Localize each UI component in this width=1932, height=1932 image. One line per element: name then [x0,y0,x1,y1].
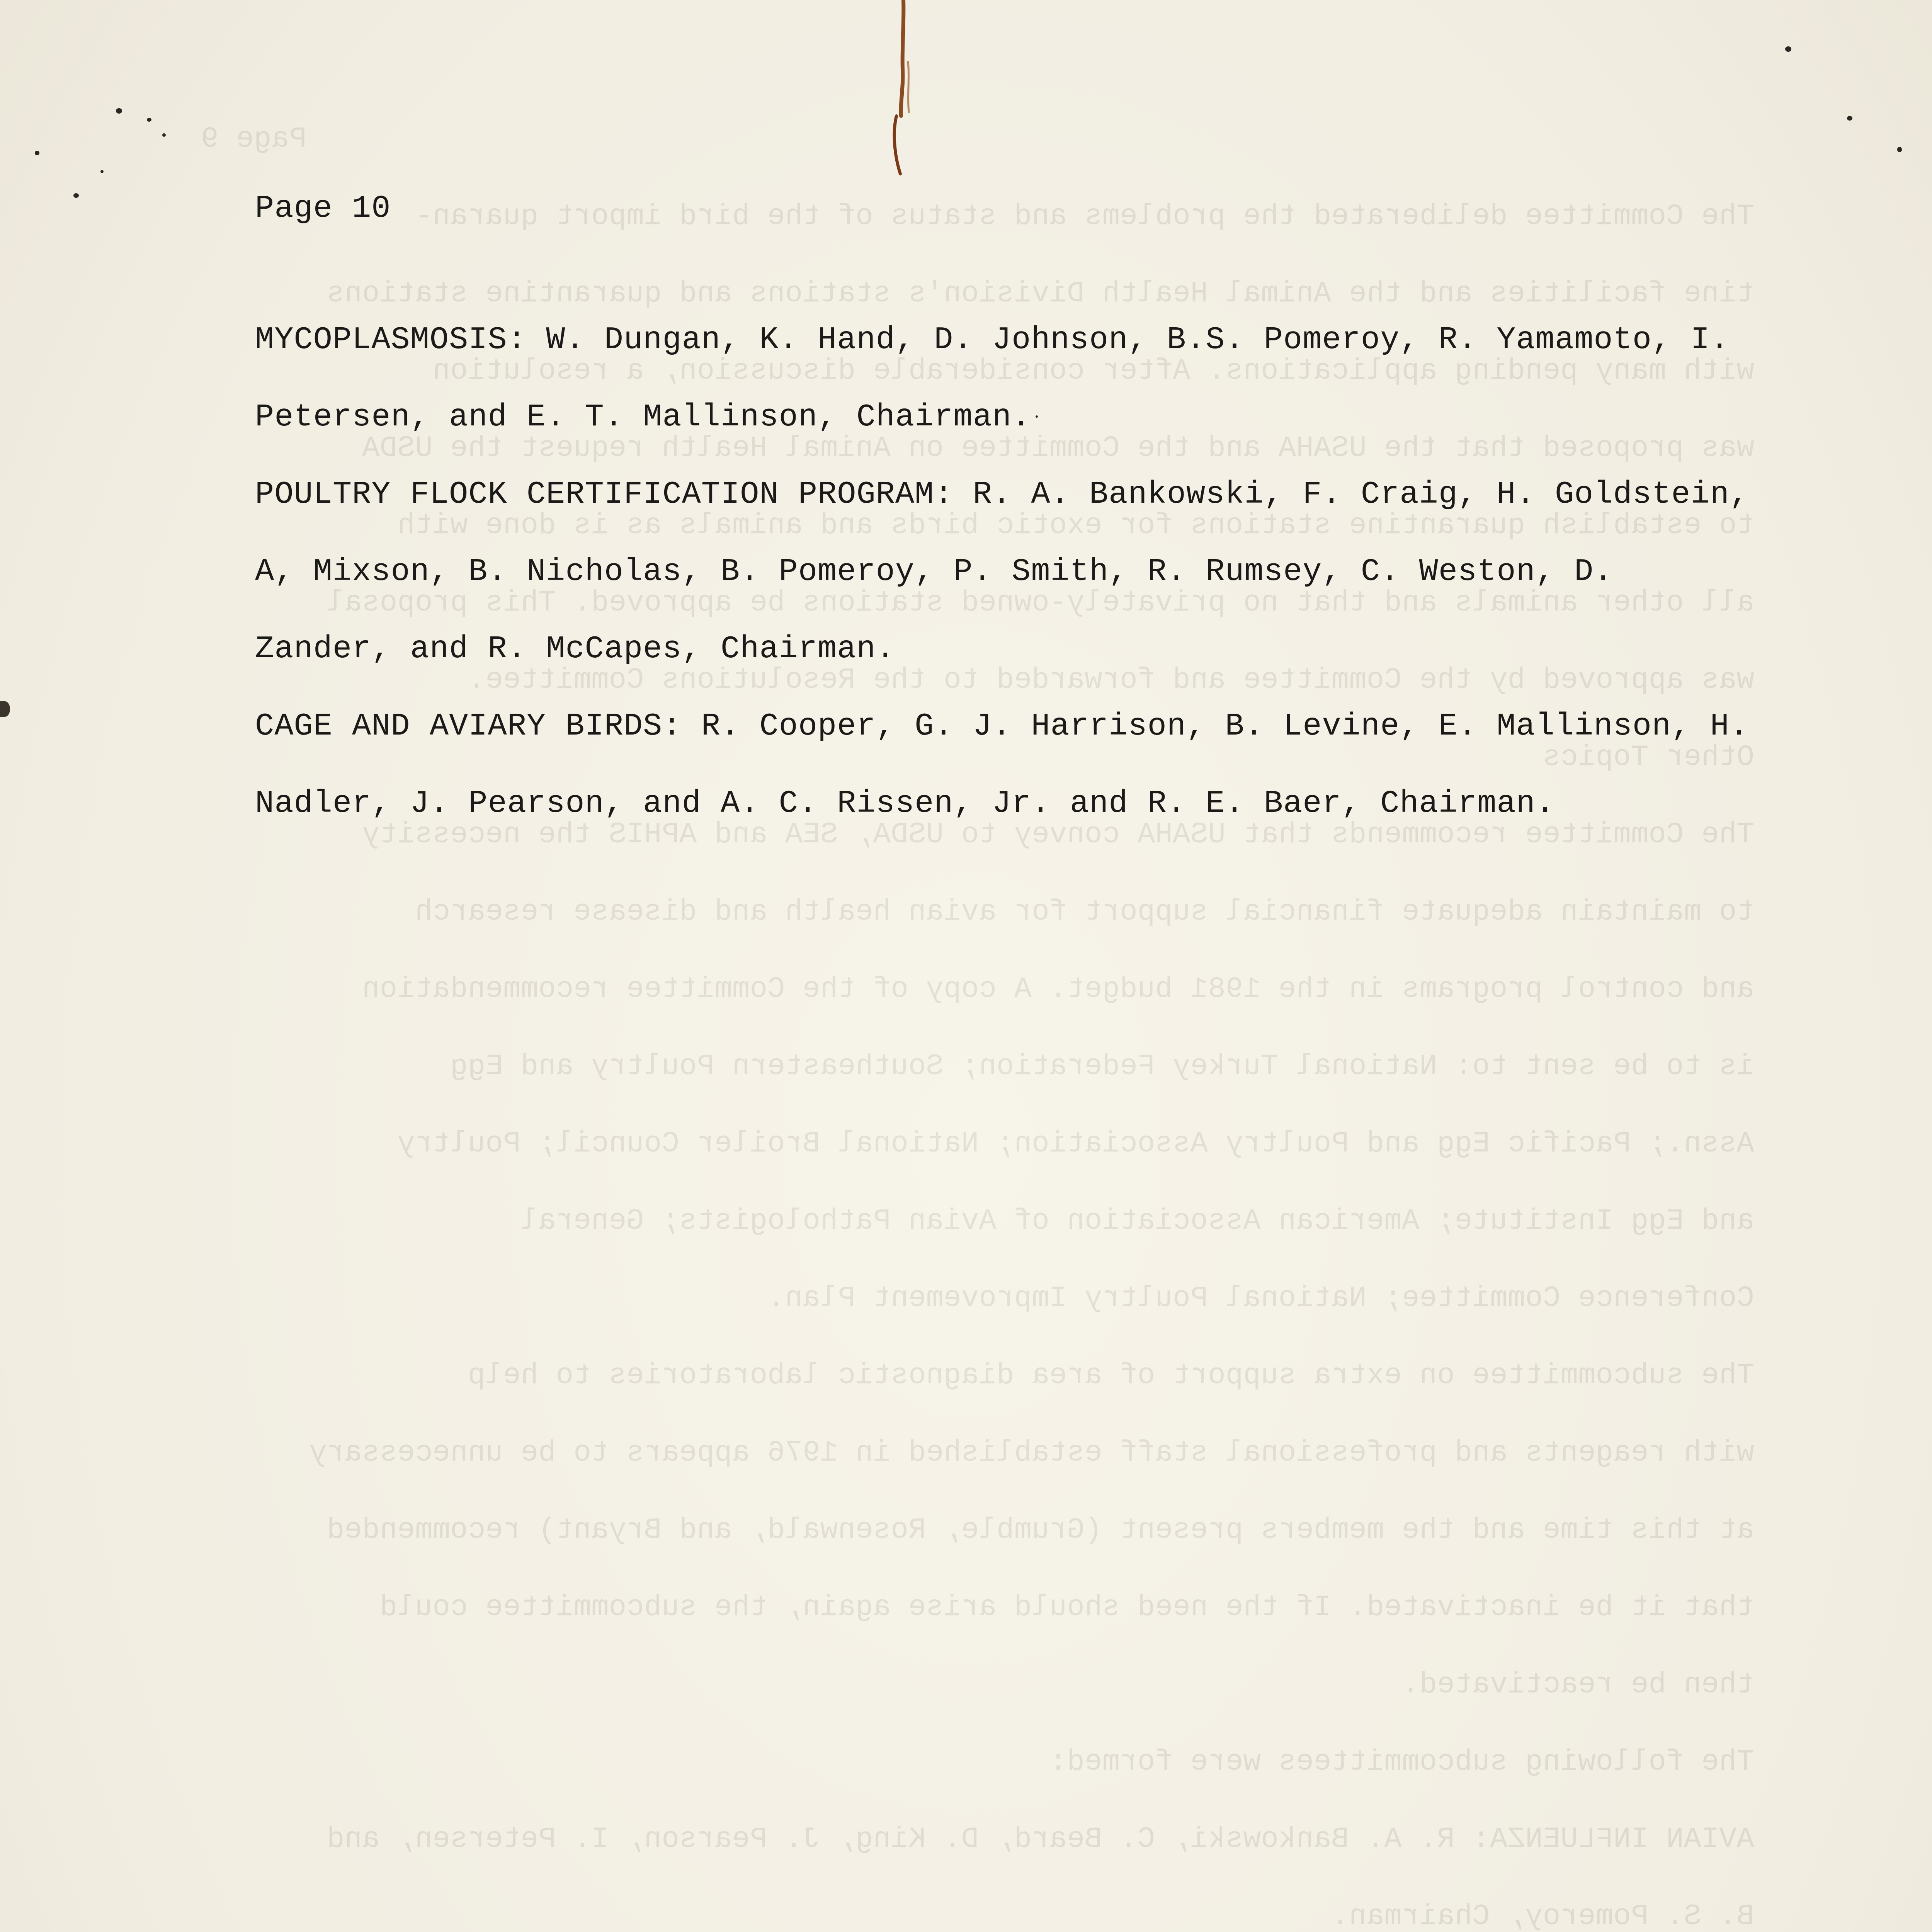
document-body [255,182,1762,842]
speck [1847,116,1852,121]
committee-heading: POULTRY FLOCK CERTIFICATION PROGRAM: [255,476,954,512]
show-through-line: Other Topics [1543,741,1754,774]
show-through-line: The Committee recommends that USAHA convey to USDA, SEA and APHIS the necessity [362,818,1754,851]
staple-stain [885,0,916,182]
show-through-line: tine facilities and the Animal Health Division's stations and quarantine stations [327,277,1754,310]
show-through-line: with reagents and professional staff established in 1976 appears to be unnecessary [309,1436,1754,1469]
show-through-line: AVIAN INFLUENZA: R. A. Bankowski, C. Beard, D. King, J. Pearson, I. Petersen, and [327,1823,1754,1856]
speck [1785,46,1791,52]
page-number: Page 10 [255,190,391,226]
committee-members: R. Cooper, G. J. Harrison, B. Levine, E. Mallinson, H. Nadler, J. Pearson, and A. C. Rissen, Jr. and R. E. Baer, Chairman. [255,708,1749,821]
committee-heading: CAGE AND AVIARY BIRDS: [255,708,682,744]
show-through-line: that it be inactivated. If the need should arise again, the subcommittee could [379,1591,1754,1624]
speck [147,118,151,122]
show-through-line: Conference Committee; National Poultry Improvement Plan. [767,1282,1754,1315]
committee-entry-poultry-flock-certification [255,456,1762,688]
speck [162,133,166,137]
show-through-line: was proposed that the USAHA and the Committee on Animal Health request the USDA [362,432,1754,465]
show-through-line: and Egg Institute; American Association of Avian Pathologists; General [520,1204,1754,1238]
show-through-line: The following subcommittees were formed: [1049,1745,1754,1779]
show-through-line: then be reactivated. [1401,1668,1754,1701]
committee-entry-mycoplasmosis [255,301,1762,456]
show-through-line: Assn.; Pacific Egg and Poultry Association; National Broiler Council; Poultry [397,1127,1754,1160]
show-through-line: with many pending applications. After considerable discussion, a resolution [432,354,1754,388]
show-through-line: The subcommittee on extra support of area diagnostic laboratories to help [468,1359,1754,1392]
show-through-line: is to be sent to: National Turkey Federation; Southeastern Poultry and Egg [450,1050,1754,1083]
show-through-line: to establish quarantine stations for exotic birds and animals as is done with [397,509,1754,542]
show-through-line: at this time and the members present (Grumble, Rosenwald, and Bryant) recommended [327,1514,1754,1547]
show-through-line: all other animals and that no privately-owned stations be approved. This proposal [327,586,1754,619]
show-through-line: to maintain adequate financial support for avian health and disease research [415,895,1754,929]
speck [116,108,122,114]
speck [35,151,39,155]
show-through-line: and control programs in the 1981 budget. A copy of the Committee recommendation [362,973,1754,1006]
speck [100,170,104,173]
speck [73,193,79,198]
show-through-line: B. S. Pomeroy, Chairman. [1331,1900,1754,1932]
committee-heading: MYCOPLASMOSIS: [255,322,527,358]
show-through-line: was approved by the Committee and forwarded to the Resolutions Committee. [468,663,1754,697]
committee-entry-cage-aviary-birds [255,688,1762,842]
show-through-line: The Committee deliberated the problems and status of the bird import quaran- [415,200,1754,233]
committee-members: W. Dungan, K. Hand, D. Johnson, B.S. Pomeroy, R. Yamamoto, I. Petersen, and E. T. Mallinson, Chairman. [255,322,1730,435]
show-through-page-label: Page 9 [201,122,307,156]
edge-mark [0,701,10,717]
speck [1897,147,1902,152]
committee-members: R. A. Bankowski, F. Craig, H. Goldstein, A, Mixson, B. Nicholas, B. Pomeroy, P. Smith, R. Rumsey, C. Weston, D. Zander, and R. McCapes, Chairman. [255,476,1749,667]
